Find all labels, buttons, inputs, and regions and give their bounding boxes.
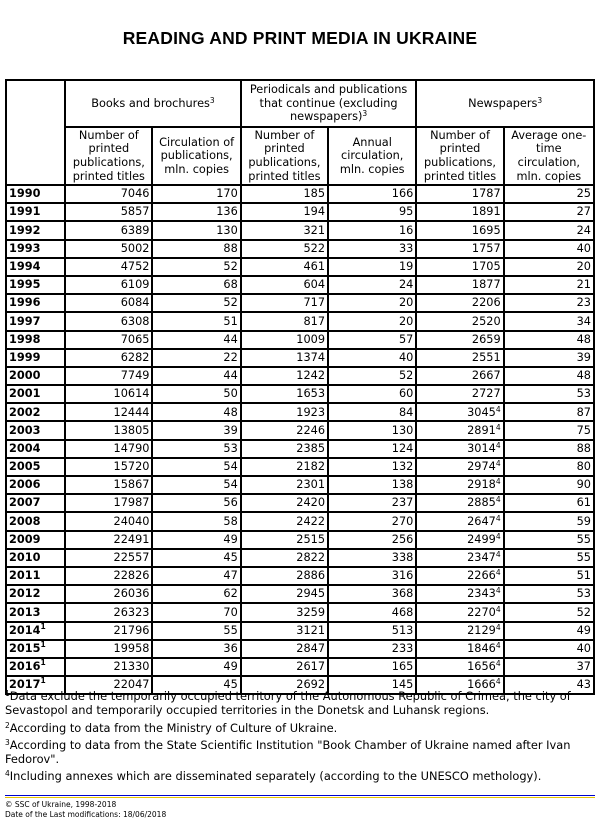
year-cell: 2015$^1$: [6, 640, 65, 658]
newspapers-circulation-cell: 61: [504, 494, 594, 512]
books-group-header: Books and brochures$^3$: [65, 80, 241, 127]
year-cell: 2001: [6, 385, 65, 403]
periodicals-titles-cell: 1009: [241, 331, 328, 349]
year-cell: 2016$^1$: [6, 658, 65, 676]
newspapers-titles-cell: 2659: [416, 331, 503, 349]
year-cell: 2017$^1$: [6, 676, 65, 694]
books-circulation-cell: 51: [152, 312, 240, 330]
newspapers-titles-cell: 1705: [416, 258, 503, 276]
books-titles-cell: 14790: [65, 440, 152, 458]
year-cell: 1998: [6, 331, 65, 349]
year-cell: 2013: [6, 603, 65, 621]
periodicals-circulation-cell: 57: [328, 331, 416, 349]
newspapers-circulation-cell: 43: [504, 676, 594, 694]
periodicals-titles-cell: 1923: [241, 403, 328, 421]
table-row: [6, 203, 594, 221]
newspapers-circulation-cell: 40: [504, 240, 594, 258]
books-circulation-cell: 44: [152, 331, 240, 349]
periodicals-titles-cell: 2301: [241, 476, 328, 494]
books-circulation-cell: 136: [152, 203, 240, 221]
periodicals-titles-cell: 1374: [241, 349, 328, 367]
newspapers-titles-cell: 2270$^4$: [416, 603, 503, 621]
books-titles-cell: 5857: [65, 203, 152, 221]
newspapers-titles-cell: 1877: [416, 276, 503, 294]
newspapers-circulation-cell: 49: [504, 622, 594, 640]
books-titles-cell: 26323: [65, 603, 152, 621]
table-row: [6, 294, 594, 312]
newspapers-circulation-cell: 40: [504, 640, 594, 658]
books-titles-cell: 7749: [65, 367, 152, 385]
periodicals-circulation-cell: 20: [328, 312, 416, 330]
books-circulation-header: Circulation of publications, mln. copies: [152, 127, 240, 185]
newspapers-circulation-cell: 53: [504, 385, 594, 403]
periodicals-circulation-cell: 40: [328, 349, 416, 367]
periodicals-circulation-cell: 16: [328, 221, 416, 239]
books-circulation-cell: 49: [152, 531, 240, 549]
books-titles-cell: 6308: [65, 312, 152, 330]
periodicals-circulation-cell: 124: [328, 440, 416, 458]
newspapers-titles-cell: 1757: [416, 240, 503, 258]
newspapers-circulation-cell: 87: [504, 403, 594, 421]
books-circulation-cell: 49: [152, 658, 240, 676]
footer-rule-yellow: [5, 797, 595, 798]
periodicals-titles-cell: 2385: [241, 440, 328, 458]
periodicals-titles-cell: 321: [241, 221, 328, 239]
books-circulation-cell: 52: [152, 294, 240, 312]
newspapers-circulation-cell: 20: [504, 258, 594, 276]
newspapers-circulation-cell: 24: [504, 221, 594, 239]
newspapers-titles-cell: 2551: [416, 349, 503, 367]
periodicals-circulation-cell: 165: [328, 658, 416, 676]
table-row: [6, 385, 594, 403]
page-title: READING AND PRINT MEDIA IN UKRAINE: [122, 28, 478, 48]
periodicals-titles-cell: 2422: [241, 512, 328, 530]
newspapers-circulation-cell: 90: [504, 476, 594, 494]
table-row: [6, 185, 594, 203]
newspapers-titles-cell: 2343$^4$: [416, 585, 503, 603]
newspapers-titles-cell: 2891$^4$: [416, 421, 503, 439]
newspapers-titles-cell: 2266$^4$: [416, 567, 503, 585]
books-titles-cell: 15867: [65, 476, 152, 494]
books-circulation-cell: 45: [152, 676, 240, 694]
books-titles-cell: 21796: [65, 622, 152, 640]
books-circulation-cell: 130: [152, 221, 240, 239]
periodicals-titles-cell: 194: [241, 203, 328, 221]
footnote-2: $^2$According to data from the Ministry of Culture of Ukraine.: [5, 720, 338, 735]
periodicals-circulation-cell: 132: [328, 458, 416, 476]
table-row: [6, 458, 594, 476]
table-row: [6, 312, 594, 330]
books-circulation-cell: 70: [152, 603, 240, 621]
year-cell: 2006: [6, 476, 65, 494]
books-circulation-cell: 48: [152, 403, 240, 421]
books-titles-cell: 6109: [65, 276, 152, 294]
newspapers-circulation-cell: 23: [504, 294, 594, 312]
table-row: [6, 276, 594, 294]
year-cell: 1992: [6, 221, 65, 239]
books-titles-cell: 22557: [65, 549, 152, 567]
periodicals-titles-cell: 817: [241, 312, 328, 330]
periodicals-circulation-cell: 24: [328, 276, 416, 294]
periodicals-circulation-cell: 84: [328, 403, 416, 421]
year-cell: 2014$^1$: [6, 622, 65, 640]
books-titles-header: Number of printed publications, printed titles: [65, 127, 152, 185]
year-cell: 2000: [6, 367, 65, 385]
periodicals-circulation-cell: 52: [328, 367, 416, 385]
newspapers-titles-cell: 2885$^4$: [416, 494, 503, 512]
periodicals-circulation-cell: 60: [328, 385, 416, 403]
periodicals-circulation-cell: 166: [328, 185, 416, 203]
periodicals-circulation-cell: 145: [328, 676, 416, 694]
newspapers-titles-cell: 1846$^4$: [416, 640, 503, 658]
books-titles-cell: 6282: [65, 349, 152, 367]
newspapers-titles-cell: 1656$^4$: [416, 658, 503, 676]
footer: [5, 800, 166, 820]
table-row: [6, 658, 594, 676]
year-cell: 2007: [6, 494, 65, 512]
newspapers-circulation-cell: 37: [504, 658, 594, 676]
books-circulation-cell: 39: [152, 421, 240, 439]
newspapers-circulation-cell: 48: [504, 331, 594, 349]
books-titles-cell: 26036: [65, 585, 152, 603]
newspapers-circulation-cell: 52: [504, 603, 594, 621]
table-row: [6, 549, 594, 567]
books-circulation-cell: 62: [152, 585, 240, 603]
footnote-1: $^1$Data exclude the temporarily occupied territory of the Autonomous Republic of Crimea, the city of Sevastopol and temporarily occupied territories in the Donetsk and Luhansk regions.: [5, 689, 571, 718]
periodicals-titles-cell: 2182: [241, 458, 328, 476]
books-circulation-cell: 44: [152, 367, 240, 385]
periodicals-titles-cell: 461: [241, 258, 328, 276]
newspapers-titles-cell: 1891: [416, 203, 503, 221]
books-circulation-cell: 56: [152, 494, 240, 512]
books-titles-cell: 19958: [65, 640, 152, 658]
table-row: [6, 476, 594, 494]
books-titles-cell: 21330: [65, 658, 152, 676]
books-titles-cell: 22826: [65, 567, 152, 585]
newspapers-circulation-header: Average one-time circulation, mln. copies: [504, 127, 594, 185]
periodicals-circulation-cell: 237: [328, 494, 416, 512]
newspapers-circulation-cell: 25: [504, 185, 594, 203]
newspapers-titles-cell: 2520: [416, 312, 503, 330]
newspapers-group-header: Newspapers$^3$: [416, 80, 594, 127]
periodicals-circulation-cell: 468: [328, 603, 416, 621]
newspapers-titles-cell: 2499$^4$: [416, 531, 503, 549]
table-row: [6, 567, 594, 585]
newspapers-circulation-cell: 51: [504, 567, 594, 585]
newspapers-titles-cell: 2974$^4$: [416, 458, 503, 476]
periodicals-titles-cell: 185: [241, 185, 328, 203]
table-body: [6, 185, 594, 694]
table-row: [6, 258, 594, 276]
periodicals-titles-cell: 604: [241, 276, 328, 294]
periodicals-titles-cell: 2617: [241, 658, 328, 676]
periodicals-titles-header: Number of printed publications, printed titles: [241, 127, 328, 185]
year-cell: 1990: [6, 185, 65, 203]
newspapers-circulation-cell: 39: [504, 349, 594, 367]
year-cell: 1991: [6, 203, 65, 221]
books-circulation-cell: 54: [152, 458, 240, 476]
periodicals-circulation-cell: 19: [328, 258, 416, 276]
books-circulation-cell: 22: [152, 349, 240, 367]
periodicals-titles-cell: 2822: [241, 549, 328, 567]
books-titles-cell: 24040: [65, 512, 152, 530]
year-cell: 2012: [6, 585, 65, 603]
periodicals-circulation-cell: 95: [328, 203, 416, 221]
year-cell: 2011: [6, 567, 65, 585]
year-cell: 1995: [6, 276, 65, 294]
books-titles-cell: 7065: [65, 331, 152, 349]
periodicals-titles-cell: 2692: [241, 676, 328, 694]
table-row: [6, 240, 594, 258]
periodicals-titles-cell: 3121: [241, 622, 328, 640]
periodicals-titles-cell: 2847: [241, 640, 328, 658]
newspapers-circulation-cell: 55: [504, 531, 594, 549]
periodicals-titles-cell: 2420: [241, 494, 328, 512]
newspapers-titles-cell: 2667: [416, 367, 503, 385]
books-titles-cell: 6084: [65, 294, 152, 312]
books-circulation-cell: 52: [152, 258, 240, 276]
books-titles-cell: 4752: [65, 258, 152, 276]
year-cell: 2002: [6, 403, 65, 421]
books-titles-cell: 22047: [65, 676, 152, 694]
newspapers-titles-header: Number of printed publications, printed titles: [416, 127, 503, 185]
periodicals-circulation-cell: 233: [328, 640, 416, 658]
books-titles-cell: 7046: [65, 185, 152, 203]
table-row: [6, 622, 594, 640]
books-circulation-cell: 55: [152, 622, 240, 640]
books-circulation-cell: 170: [152, 185, 240, 203]
books-titles-cell: 13805: [65, 421, 152, 439]
periodicals-titles-cell: 522: [241, 240, 328, 258]
table-row: [6, 640, 594, 658]
newspapers-circulation-cell: 88: [504, 440, 594, 458]
table-row: [6, 367, 594, 385]
year-cell: 2003: [6, 421, 65, 439]
year-cell: 1997: [6, 312, 65, 330]
footer-rule-blue: [5, 795, 595, 796]
table-row: [6, 349, 594, 367]
year-header-cell: [6, 80, 65, 185]
table-row: [6, 585, 594, 603]
periodicals-titles-cell: 717: [241, 294, 328, 312]
year-cell: 2005: [6, 458, 65, 476]
newspapers-circulation-cell: 48: [504, 367, 594, 385]
periodicals-titles-cell: 1653: [241, 385, 328, 403]
newspapers-titles-cell: 2347$^4$: [416, 549, 503, 567]
books-circulation-cell: 54: [152, 476, 240, 494]
periodicals-titles-cell: 1242: [241, 367, 328, 385]
copyright-text: © SSC of Ukraine, 1998-2018: [5, 800, 117, 809]
table-row: [6, 421, 594, 439]
table-row: [6, 494, 594, 512]
newspapers-titles-cell: 1787: [416, 185, 503, 203]
newspapers-circulation-cell: 53: [504, 585, 594, 603]
books-titles-cell: 12444: [65, 403, 152, 421]
periodicals-group-header: Periodicals and publications that continue (excluding newspapers)$^3$: [241, 80, 417, 127]
newspapers-titles-cell: 1695: [416, 221, 503, 239]
periodicals-titles-cell: 2246: [241, 421, 328, 439]
table-row: [6, 603, 594, 621]
newspapers-circulation-cell: 80: [504, 458, 594, 476]
periodicals-titles-cell: 2886: [241, 567, 328, 585]
year-cell: 2008: [6, 512, 65, 530]
periodicals-titles-cell: 2515: [241, 531, 328, 549]
table-row: [6, 403, 594, 421]
newspapers-titles-cell: 3045$^4$: [416, 403, 503, 421]
newspapers-titles-cell: 2727: [416, 385, 503, 403]
periodicals-circulation-cell: 316: [328, 567, 416, 585]
periodicals-titles-cell: 2945: [241, 585, 328, 603]
books-titles-cell: 5002: [65, 240, 152, 258]
table-row: [6, 331, 594, 349]
periodicals-titles-cell: 3259: [241, 603, 328, 621]
footnote-3: $^3$According to data from the State Scientific Institution "Book Chamber of Ukraine named after Ivan Fedorov".: [5, 737, 571, 767]
table-row: [6, 221, 594, 239]
books-circulation-cell: 88: [152, 240, 240, 258]
year-cell: 2004: [6, 440, 65, 458]
periodicals-circulation-cell: 338: [328, 549, 416, 567]
year-cell: 2009: [6, 531, 65, 549]
periodicals-circulation-cell: 368: [328, 585, 416, 603]
footnote-4: $^4$Including annexes which are disseminated separately (according to the UNESCO methology).: [5, 769, 542, 784]
year-cell: 2010: [6, 549, 65, 567]
table-row: [6, 531, 594, 549]
newspapers-circulation-cell: 34: [504, 312, 594, 330]
table-row: [6, 440, 594, 458]
year-cell: 1994: [6, 258, 65, 276]
year-cell: 1996: [6, 294, 65, 312]
books-titles-cell: 17987: [65, 494, 152, 512]
books-titles-cell: 15720: [65, 458, 152, 476]
periodicals-circulation-cell: 130: [328, 421, 416, 439]
periodicals-circulation-cell: 513: [328, 622, 416, 640]
table-row: [6, 512, 594, 530]
periodicals-circulation-header: Annual circulation, mln. copies: [328, 127, 416, 185]
books-titles-cell: 22491: [65, 531, 152, 549]
periodicals-circulation-cell: 33: [328, 240, 416, 258]
newspapers-titles-cell: 1666$^4$: [416, 676, 503, 694]
last-modified-text: Date of the Last modifications: 18/06/2018: [5, 810, 167, 819]
footnotes: [5, 689, 597, 787]
newspapers-circulation-cell: 75: [504, 421, 594, 439]
newspapers-titles-cell: 3014$^4$: [416, 440, 503, 458]
books-titles-cell: 10614: [65, 385, 152, 403]
books-circulation-cell: 53: [152, 440, 240, 458]
year-cell: 1999: [6, 349, 65, 367]
newspapers-titles-cell: 2206: [416, 294, 503, 312]
books-circulation-cell: 58: [152, 512, 240, 530]
periodicals-circulation-cell: 20: [328, 294, 416, 312]
newspapers-titles-cell: 2647$^4$: [416, 512, 503, 530]
books-circulation-cell: 50: [152, 385, 240, 403]
books-titles-cell: 6389: [65, 221, 152, 239]
newspapers-circulation-cell: 59: [504, 512, 594, 530]
statistics-table: [5, 79, 595, 695]
year-cell: 1993: [6, 240, 65, 258]
newspapers-circulation-cell: 21: [504, 276, 594, 294]
books-circulation-cell: 47: [152, 567, 240, 585]
books-circulation-cell: 45: [152, 549, 240, 567]
newspapers-titles-cell: 2918$^4$: [416, 476, 503, 494]
books-circulation-cell: 68: [152, 276, 240, 294]
newspapers-titles-cell: 2129$^4$: [416, 622, 503, 640]
periodicals-circulation-cell: 138: [328, 476, 416, 494]
periodicals-circulation-cell: 256: [328, 531, 416, 549]
books-circulation-cell: 36: [152, 640, 240, 658]
newspapers-circulation-cell: 55: [504, 549, 594, 567]
periodicals-circulation-cell: 270: [328, 512, 416, 530]
newspapers-circulation-cell: 27: [504, 203, 594, 221]
